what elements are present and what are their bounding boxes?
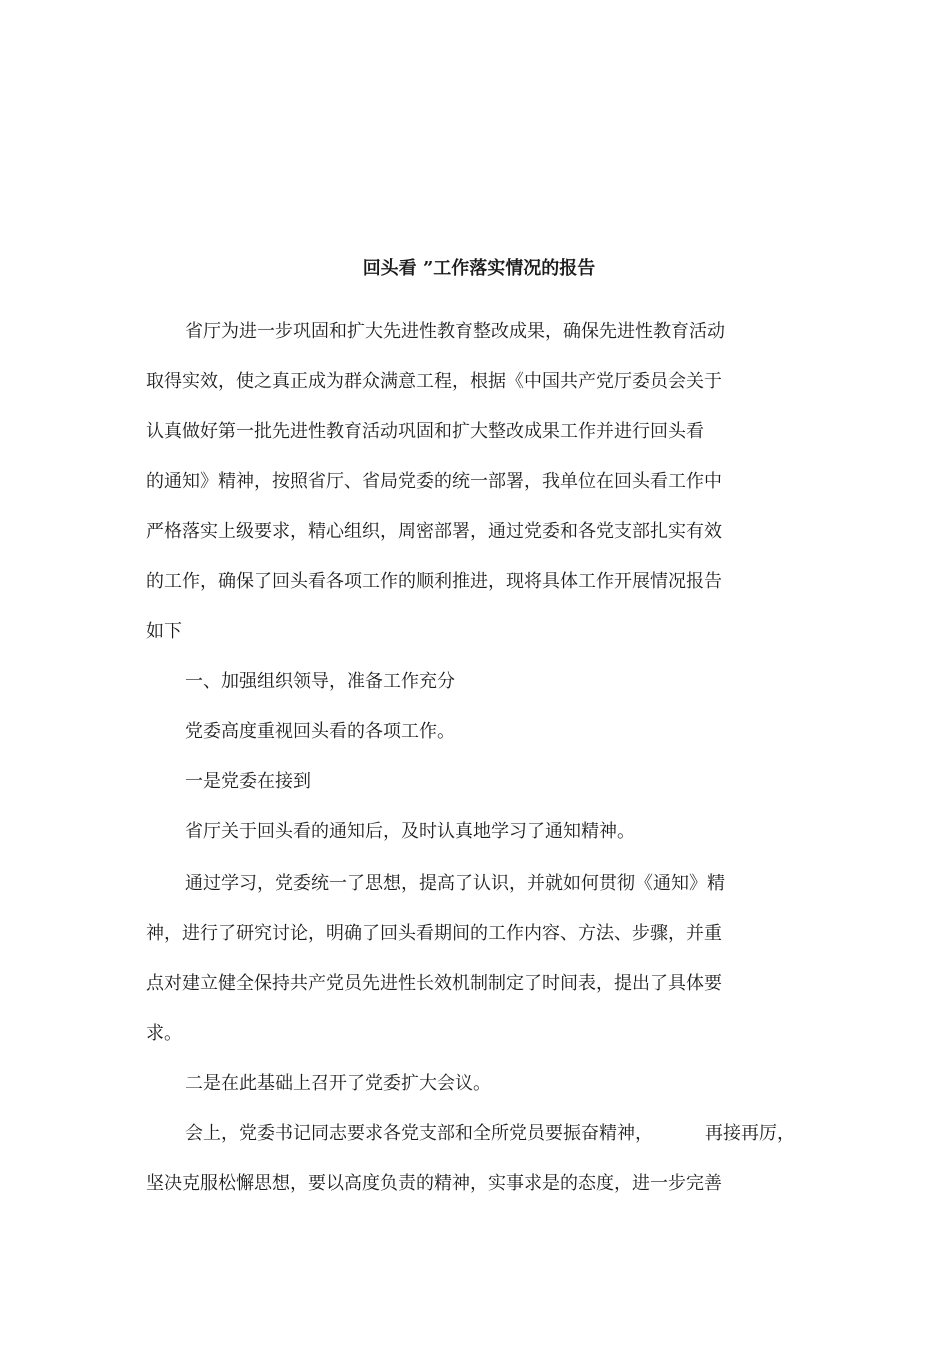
paragraph-line: 点对建立健全保持共产党员先进性长效机制制定了时间表，提出了具体要	[146, 973, 722, 994]
paragraph-line: 求。	[146, 1023, 182, 1044]
paragraph-line-part: 再接再厉，	[705, 1123, 795, 1144]
paragraph-line: 省厅为进一步巩固和扩大先进性教育整改成果，确保先进性教育活动	[185, 321, 725, 342]
paragraph-line: 的通知》精神，按照省厅、省局党委的统一部署，我单位在回头看工作中	[146, 471, 722, 492]
paragraph-line: 如下	[146, 621, 182, 642]
paragraph-line: 取得实效，使之真正成为群众满意工程，根据《中国共产党厅委员会关于	[146, 371, 722, 392]
paragraph-line: 的工作，确保了回头看各项工作的顺利推进，现将具体工作开展情况报告	[146, 571, 722, 592]
paragraph-line-part: 会上，党委书记同志要求各党支部和全所党员要振奋精神，	[185, 1123, 653, 1144]
document-title: 回头看 ”工作落实情况的报告	[362, 258, 596, 279]
paragraph-line	[185, 1122, 795, 1146]
paragraph-line: 神，进行了研究讨论，明确了回头看期间的工作内容、方法、步骤，并重	[146, 923, 722, 944]
paragraph-line: 坚决克服松懈思想，要以高度负责的精神，实事求是的态度，进一步完善	[146, 1173, 722, 1194]
paragraph-line: 一是党委在接到	[185, 771, 311, 792]
paragraph-line: 认真做好第一批先进性教育活动巩固和扩大整改成果工作并进行回头看	[146, 421, 704, 442]
paragraph-line: 通过学习，党委统一了思想，提高了认识，并就如何贯彻《通知》精	[185, 873, 725, 894]
paragraph-line: 严格落实上级要求，精心组织，周密部署，通过党委和各党支部扎实有效	[146, 521, 722, 542]
paragraph-line: 党委高度重视回头看的各项工作。	[185, 721, 455, 742]
section-heading: 一、加强组织领导，准备工作充分	[185, 671, 455, 692]
paragraph-line: 二是在此基础上召开了党委扩大会议。	[185, 1073, 491, 1094]
paragraph-line: 省厅关于回头看的通知后，及时认真地学习了通知精神。	[185, 821, 635, 842]
